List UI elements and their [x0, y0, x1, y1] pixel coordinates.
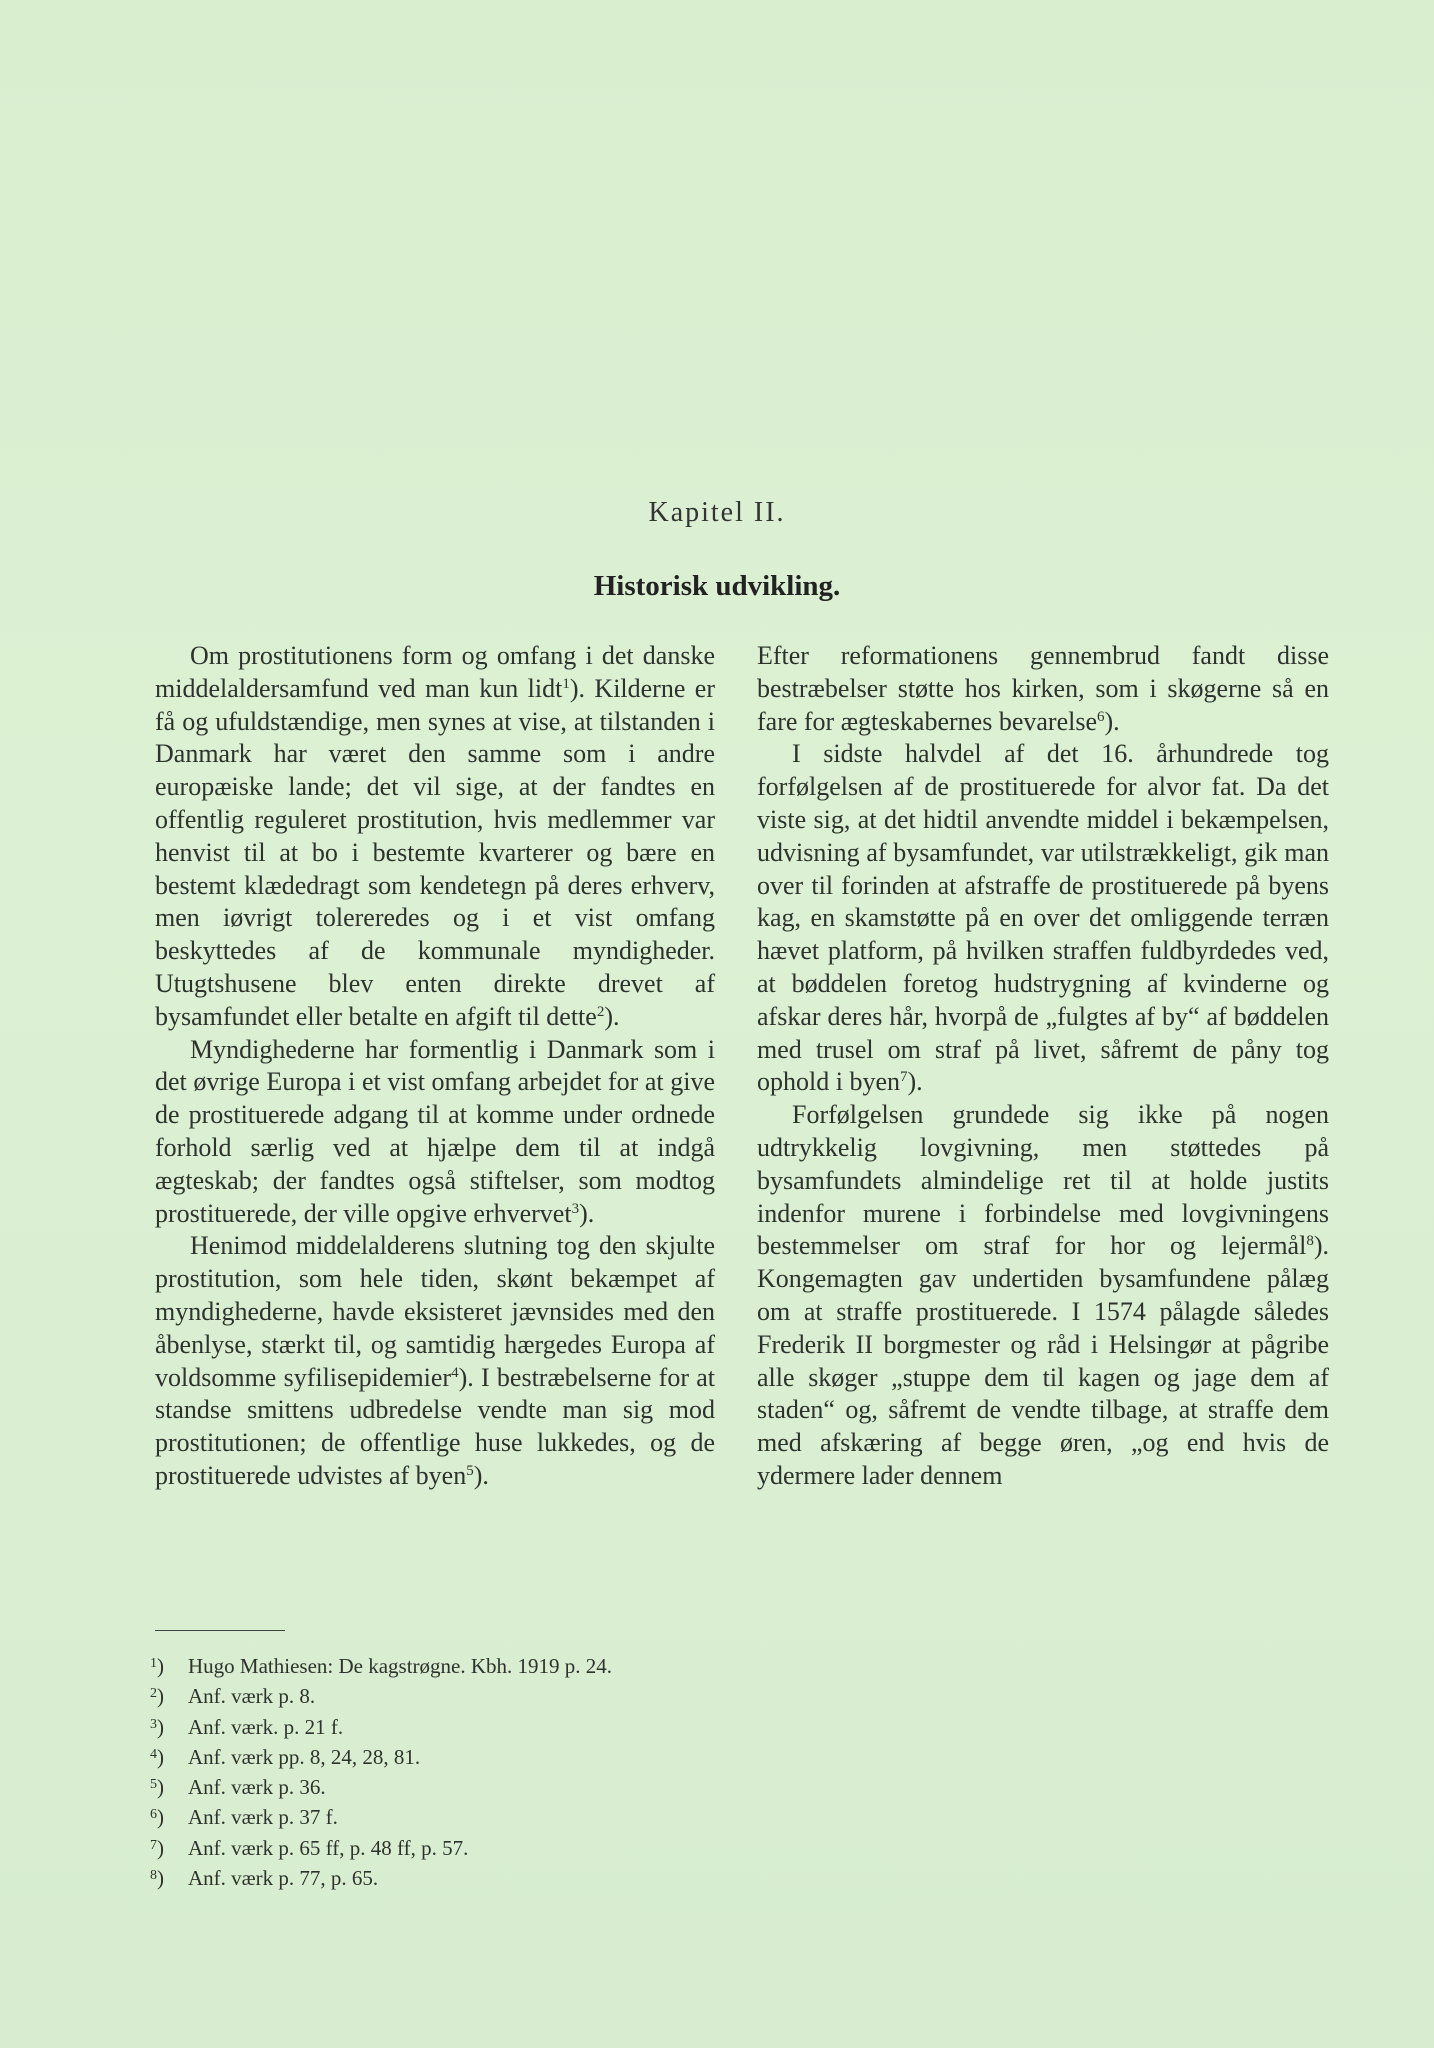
footnote-number: $^8$) — [150, 1866, 164, 1891]
paragraph-text: Myndighederne har formentlig i Danmark som i det øvrige Europa i et vist omfang arbejdet for at give de prostituerede adgang til at komme under ordnede forhold særlig ved at hjælpe dem til at indgå ægteskab; der fandtes også stiftelser, som modtog prostituerede, der ville opgive erhvervet — [155, 1034, 715, 1228]
paragraph-text: ). Kongemagten gav undertiden bysamfundene pålæg om at straffe prostituerede. I 1574 pålagde således Frederik II borgmester og råd i Helsingør at pågribe alle skøger „stuppe dem til kagen og jage dem af staden“ og, såfremt de vendte tilbage, at straffe dem med afskæring af begge øren, „og end hvis de ydermere lader dennem — [757, 1231, 1329, 1490]
footnote-ref: 5 — [466, 1462, 474, 1479]
footnotes — [148, 1651, 848, 1893]
footnote-number: $^5$) — [150, 1775, 164, 1800]
footnote-text: Hugo Mathiesen: De kagstrøgne. Kbh. 1919 p. 24. — [188, 1654, 613, 1678]
paragraph — [155, 1034, 715, 1231]
paragraph — [757, 640, 1329, 738]
paragraph-text: ). I bestræbelserne for at standse smittens udbredelse vendte man sig mod prostitutionen; de offentlige huse lukkedes, og de prostituerede udvistes af byen — [155, 1362, 715, 1490]
paragraph — [155, 640, 715, 1034]
paragraph — [757, 1099, 1329, 1493]
paragraph — [155, 1230, 715, 1492]
footnote-ref: 3 — [571, 1200, 580, 1217]
footnote — [148, 1863, 848, 1893]
footnote — [148, 1742, 848, 1772]
paragraph-text: ). Kilderne er få og ufuldstændige, men synes at vise, at tilstanden i Danmark har været den samme som i andre europæiske lande; det vil sige, at der fandtes en offentlig reguleret prostitution, hvis medlemmer var henvist til at bo i bestemte kvarterer og bære en bestemt klædedragt som kendetegn på deres erhverv, men iøvrigt tolereredes og i et vist omfang beskyttedes af de kommunale myndigheder. Utugtshusene blev enten direkte drevet af bysamfundet eller betalte en afgift til dette — [155, 673, 715, 1031]
footnote-text: Anf. værk. p. 21 f. — [188, 1714, 344, 1739]
paragraph — [757, 738, 1329, 1099]
footnote-ref: 1 — [562, 675, 570, 692]
footnote — [148, 1651, 848, 1681]
footnote-number: $^1$) — [150, 1654, 164, 1678]
footnote — [148, 1772, 848, 1802]
footnote-text: Anf. værk p. 37 f. — [188, 1805, 338, 1830]
footnote-number: $^3$) — [150, 1714, 164, 1739]
footnote-text: Anf. værk p. 77, p. 65. — [188, 1866, 379, 1891]
footnote-text: Anf. værk p. 36. — [188, 1775, 326, 1800]
footnote-number: $^4$) — [150, 1744, 164, 1769]
footnote-number: $^7$) — [150, 1835, 164, 1860]
footnote — [148, 1681, 848, 1711]
footnote-ref: 8 — [1306, 1233, 1314, 1250]
right-column — [757, 640, 1329, 1493]
footnote — [148, 1712, 848, 1742]
paragraph-text: ). — [604, 1001, 620, 1031]
footnote-text: Anf. værk p. 65 ff, p. 48 ff, p. 57. — [188, 1835, 469, 1860]
footnote-ref: 6 — [1097, 708, 1105, 725]
paragraph-text: Efter reformationens gennembrud fandt disse bestræbelser støtte hos kirken, som i skøgerne så en fare for ægteskabernes bevarelse — [757, 641, 1329, 736]
footnote-ref: 4 — [451, 1364, 459, 1381]
footnote — [148, 1833, 848, 1863]
footnote-ref: 2 — [596, 1003, 605, 1020]
footnote-number: $^6$) — [150, 1805, 164, 1830]
left-column — [155, 640, 715, 1493]
chapter-heading: Kapitel II. — [648, 497, 786, 528]
footnote-text: Anf. værk p. 8. — [188, 1684, 316, 1709]
footnote — [148, 1802, 848, 1832]
footnote-divider — [155, 1630, 285, 1631]
paragraph-text: ). — [907, 1067, 923, 1097]
paragraph-text: ). — [473, 1460, 489, 1490]
paragraph-text: Henimod middelalderens slutning tog den skjulte prostitution, som hele tiden, skønt bekæmpet af myndighederne, havde eksisteret jævnsides med den åbenlyse, stærkt til, og samtidig hærgedes Europa af voldsomme syfilisepidemier — [155, 1231, 715, 1392]
paragraph-text: Forfølgelsen grundede sig ikke på nogen udtrykkelig lovgivning, men støttedes på bysamfundets almindelige ret til at holde justits indenfor murene i forbindelse med lovgivningens bestemmelser om straf for hor og lejermål — [757, 1100, 1329, 1261]
footnote-ref: 7 — [900, 1069, 908, 1086]
section-title: Historisk udvikling. — [593, 570, 841, 602]
paragraph-text: Om prostitutionens form og omfang i det danske middelaldersamfund ved man kun lidt — [155, 641, 715, 703]
paragraph-text: I sidste halvdel af det 16. århundrede tog forfølgelsen af de prostituerede for alvor fat. Da det viste sig, at det hidtil anvendte middel i bekæmpelsen, udvisning af bysamfundet, var utilstrækkeligt, gik man over til forinden at afstraffe de prostituerede på byens kag, en skamstøtte på en over det omliggende terræn hævet platform, på hvilken straffen fuldbyrdedes ved, at bøddelen foretog hudstrygning af kvinderne og afskar deres hår, hvorpå de „fulgtes af by“ af bøddelen med trusel om straf på livet, såfremt de påny tog ophold i byen — [757, 739, 1329, 1097]
paragraph-text: ). — [579, 1198, 595, 1228]
footnote-text: Anf. værk pp. 8, 24, 28, 81. — [188, 1744, 421, 1769]
footnote-number: $^2$) — [150, 1684, 164, 1709]
paragraph-text: ). — [1104, 706, 1120, 736]
